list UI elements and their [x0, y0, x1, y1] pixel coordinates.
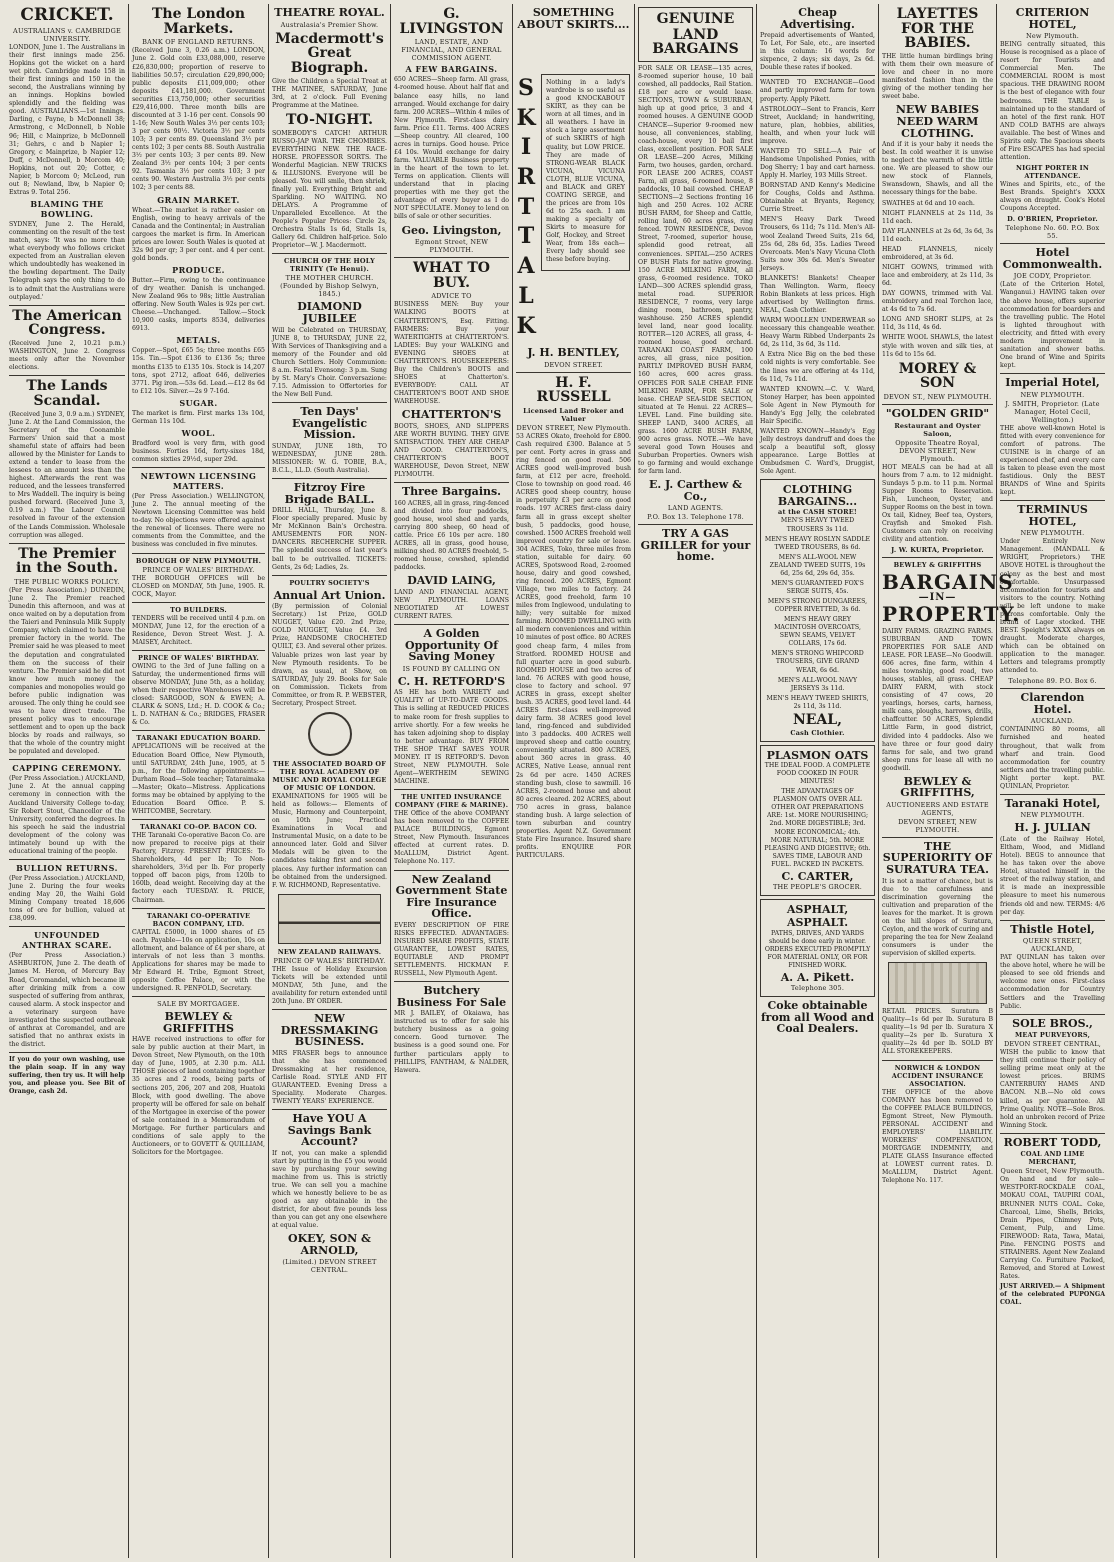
- scandal-article: (Received June 3, 0.9 a.m.) SYDNEY, June 2. At the Land Commission, the Secretary of the Coonamble Farmers' Union said that a most shameful state of affairs had been allowed by the Minister for Lands to extend a tender to lease from the lessees to an amount less than the highest. Afterwards the rent was reduced, and the lessees transferred to Mrs Waddell. The inquiry is being pushed forward. (Received June 3, 0.19 a.m.) The Labour Council resolved in favour of the extension of the Lands Commission. Wholesale corruption was alleged.: [9, 410, 125, 539]
- bullion-article: (Per Press Association.) AUCKLAND, June 2. During the four weeks ending May 20, the Waihi Gold Mining Company treated 18,606 tons of ore for bullion, valued at £38,099.: [9, 874, 125, 923]
- bullion-heading: BULLION RETURNS.: [16, 862, 118, 873]
- clothing-item: MEN'S ALL-WOOL NAVY JERSEYS 3s 11d.: [777, 676, 858, 692]
- carter-heading: C. CARTER,: [781, 869, 854, 883]
- theatre-title: Macdermott's Great Biograph.: [275, 30, 384, 76]
- music-board-crest-icon: [308, 712, 352, 756]
- column-hotels: [996, 4, 1108, 1558]
- grain-heading: GRAIN MARKET.: [157, 194, 240, 205]
- newtown-heading: NEWTOWN LICENSING MATTERS.: [140, 471, 257, 492]
- obrien-phone: Telephone No. 60. P.O. Box 55.: [1005, 224, 1100, 241]
- bewley-listings: DAIRY FARMS. GRAZING FARMS. SUBURBAN AND TOWN PROPERTIES FOR SALE AND LEASE. FOR LEASE—No Goodwill. 606 acres, fine farm, within 4 miles township, good road, two houses, stables, all grass. CHEAP DAIRY FARM, with stock consisting of 47 cows, 20 yearlings, horses, carts, harness, milk cans, ploughs, harrows, drills, chaffcutter. 50 ACRES, Splendid Little Farm, in good district, divided into 4 paddocks. Also we have three or four good dairy farms for sale, and two grand sheep runs for lease all with no goodwill.: [882, 627, 993, 772]
- arrived-notice: JUST ARRIVED.— A Shipment of the celebrated PUPONGA COAL.: [1000, 1283, 1105, 1307]
- livingston-subheading: LAND, ESTATE, AND FINANCIAL, AND GENERAL COMMISSION AGENT.: [401, 38, 502, 63]
- classified-mens-trousers: MEN'S Heavy Dark Tweed Trousers, 6s 11d; 7s 11d. Men's All-wool Zealand Tweed Suits, 21s 6d, 25s 6d, 28s 6d, 35s. Ladies Tweed Overcoats. Men's Navy Vicuna Cloth Suits now 30s 6d. Men's Sweater Jerseys.: [760, 216, 875, 272]
- plasmon-tagline: THE IDEAL FOOD. A COMPLETE FOOD COOKED IN FOUR MINUTES!: [764, 762, 871, 786]
- bewley-footer-address: DEVON STREET, NEW PLYMOUTH.: [898, 817, 977, 834]
- terminus-heading: TERMINUS HOTEL,: [1017, 503, 1088, 528]
- pow-notice: OWING to the 3rd of June falling on a Saturday, the undermentioned firms will observe MONDAY, June 5th, as a holiday, when their respective Warehouses will be closed: SARGOOD, SON & EWEN; A. CLARK & SONS, Ltd.; H. D. COOK & Co.; L. D. NATHAN & Co.; BRIDGES, FRASER & Co.: [132, 662, 265, 727]
- clothing-item: MEN'S HEAVY ROSLYN SADDLE TWEED TROUSERS, 8s 6d.: [764, 535, 871, 551]
- layettes-heading: LAYETTES FOR THE BABIES.: [896, 6, 979, 52]
- plasmon-box: [760, 745, 875, 897]
- carthew-heading: E. J. Carthew & Co.,: [648, 478, 743, 503]
- julian-notice: (Late of the Railway Hotel, Eltham, Wood, and Midland Hotel). BEGS to announce that he has taken over the above Hotel, situated himself in the street of the railway station, and it is made an inexpressible pleasure to meet his numerous friends old and new. TERMS: 4/6 per day.: [1000, 836, 1105, 916]
- what-to-buy-heading: WHAT TO BUY.: [413, 260, 490, 291]
- skirts-advert: [541, 74, 630, 271]
- commonwealth-heading: Hotel Commonwealth.: [1002, 246, 1103, 271]
- produce-article: Butter.—Firm, owing to the continuance of dry weather. Danish is unchanged. New Zealand 96s to 98s; little Australian offering. New South Wales is 92s per cwt. Cheese.—Unchanged. Tallow.—Stock 10,900 casks, imports 8534, deliveries 6913.: [132, 276, 265, 333]
- golden-grid-subheading: Restaurant and Oyster Saloon,: [894, 421, 981, 438]
- laing-heading: DAVID LAING,: [407, 574, 496, 588]
- premier-article: (Per Press Association.) DUNEDIN, June 2. The Premier reached Dunedin this afternoon, and was at once waited on by a deputation from the Taieri and Peninsula Milk Supply Company, which claimed to have the premier factory in the world. The Premier said he was pleased to meet the deputation and congratulated them on the success of their venture. The Premier said he did not know how much money the companies and monopolies would go before public indignation was aroused. The only thing he could see was to have direct trade. The present policy was to encourage settlement and to open up the back blocks by roads and railways, so that the whole of the country might be populated and developed.: [9, 587, 125, 756]
- warm-clothing-intro: And if it is your baby it needs the best. In cold weather it is unwise to neglect the warmth of the little one. We are pleased to show our new stock of Flannels, Swansdown, Shawls, and all the necessary things for the babe.: [882, 141, 993, 197]
- cheap-advertising-rates: Prepaid advertisements of Wanted, To Let, For Sale, etc., are inserted in this column: 16 words for sixpence, 2 days; six days, 2s 6d. Double these rates if booked.: [760, 32, 875, 72]
- fire-brigade-notice: DRILL HALL, Thursday, June 8. Floor specially prepared. Music by Mr McKinnon Bain's Orchestra. AMUSEMENTS FOR NON-DANCERS. RECHERCHE SUPPER. The splendid success of last year's ball to be outrivalled. TICKETS: Gents, 2s 6d; Ladies, 2s.: [272, 507, 387, 571]
- classified-wanted-sell: WANTED TO SELL—A Pair of Handsome Unpolished Ponies, with Dog Sherry; 1 bay and cart harness. Apply H. Marley, 193 Mills Street.: [760, 147, 875, 180]
- russell-block: [516, 344, 631, 862]
- layette-item: NIGHT GOWNS, trimmed with lace and embroidery, at 2s 11d, 3s 6d.: [882, 263, 993, 288]
- suratura-heading: THE SUPERIORITY OF SURATURA TEA.: [882, 839, 993, 876]
- railways-heading: NEW ZEALAND RAILWAYS.: [277, 947, 382, 956]
- norwich-notice: THE OFFICE of the above COMPANY has been removed to the COFFEE PALACE BUILDINGS, Egmont Street, New Plymouth. PERSONAL ACCIDENT and EMPLOYERS' LIABILITY. WORKERS' COMPENSATION, MORTGAGE INDEMNITY, and PLATE GLASS Insurance effected at LOWEST current rates. D. McALLUM, District Agent. Telephone No. 117.: [882, 1088, 993, 1185]
- imperial-subheading: NEW PLYMOUTH.: [1020, 390, 1085, 399]
- sole-bros-notice: WISH the public to know that they still continue their policy of selling prime meat only at the lowest prices. BRIMS CANTERBURY HAMS AND BACON. N.B.—No old cows killed, as per guarantee. All Prime Quality. NOTE—Sole Bros. hold an unbroken record of Prize Winning Stock.: [1000, 1049, 1105, 1129]
- pikett-heading: A. A. Pikett.: [780, 970, 855, 984]
- morey-address: DEVON ST., NEW PLYMOUTH.: [883, 393, 992, 402]
- skirts-heading: SOMETHING ABOUT SKIRTS....: [517, 6, 630, 31]
- premier-subheading: THE PUBLIC WORKS POLICY.: [14, 578, 120, 587]
- plasmon-advantages: THE ADVANTAGES OF PLASMON OATS OVER ALL OTHER OAT PREPARATIONS ARE: 1st. MORE NOURISHING; 2nd. MORE DIGESTIBLE; 3rd. MORE ECONOMICAL; 4th. MORE NATURAL; 5th. MORE PLEASING AND DIGESTIVE; 6th. SAVES TIME, LABOUR AND FUEL. PACKED IN PACKETS.: [764, 788, 871, 868]
- bargains-heading: A FEW BARGAINS.: [405, 64, 498, 75]
- terminus-phone: Telephone 89. P.O. Box 6.: [1008, 677, 1097, 686]
- livingston-signature: Geo. Livingston,: [401, 223, 502, 237]
- layette-item: NIGHT FLANNELS at 2s 11d, 3s 11d each.: [882, 209, 993, 225]
- todd-heading: ROBERT TODD,: [1003, 1135, 1102, 1149]
- plasmon-heading: PLASMON OATS: [766, 748, 869, 762]
- bentley-heading: J. H. BENTLEY,: [527, 346, 620, 359]
- clothing-item: MEN'S HEAVY TWEED SHIRTS, 2s 11d, 3s 11d.: [766, 694, 869, 710]
- warm-clothing-heading: NEW BABIES NEED WARM CLOTHING.: [895, 103, 980, 140]
- pikett-phone: Telephone 305.: [790, 984, 845, 993]
- classified-medicine: BORNSTAD AND Kenny's Medicine for Coughs, Colds and Asthma. Obtainable at Bryants, Regency, Currie Street.: [760, 182, 875, 214]
- golden-grid-address: Opposite Theatre Royal, DEVON STREET, New Plymouth.: [895, 438, 980, 463]
- bewley-griffiths-heading: BEWLEY & GRIFFITHS: [163, 1010, 234, 1035]
- cricket-heading: CRICKET.: [20, 5, 114, 25]
- metals-heading: METALS.: [176, 335, 221, 346]
- bacon-company-heading: TARANAKI CO-OPERATIVE BACON COMPANY, LTD.: [146, 911, 251, 928]
- bewley-footer-heading: BEWLEY & GRIFFITHS,: [900, 774, 975, 800]
- thistle-notice: PAT QUINLAN has taken over the above hotel, where he will be pleased to see old friends and welcome new ones. First-class accommodation for Country Settlers and the Travelling Public.: [1000, 954, 1105, 1010]
- clothing-item: MEN'S HEAVY TWEED TROUSERS 3s 11d.: [780, 517, 855, 533]
- clarendon-subheading: AUCKLAND.: [1030, 717, 1075, 726]
- wool-heading: WOOL.: [181, 427, 216, 438]
- poultry-title: Annual Art Union.: [273, 588, 386, 602]
- scandal-heading: The Lands Scandal.: [26, 378, 108, 409]
- diamond-jubilee-heading: DIAMOND JUBILEE: [297, 300, 362, 326]
- markets-subheading: BANK OF ENGLAND RETURNS.: [142, 38, 255, 47]
- carthew-subheading: LAND AGENTS.: [667, 504, 724, 513]
- what-to-buy-list: BUSINESS MEN: Buy your WALKING BOOTS at CHATTERTON'S, Esq. Fitting. FARMERS: Buy your WATERTIGHTS at CHATTERTON'S. LADIES: Buy your WALKING and EVENING SHOES at CHATTERTON'S. HOUSEKEEPERS: Buy the Children's BOOTS and SHOES at Chatterton's. EVERYBODY: CALL AT CHATTERTON'S BOOT AND SHOE WAREHOUSE.: [394, 301, 509, 406]
- laing-notice: LAND AND FINANCIAL AGENT, NEW PLYMOUTH. LOANS NEGOTIATED AT LOWEST CURRENT RATES.: [394, 588, 509, 621]
- classified-blankets: BLANKETS! Blankets! Cheaper Than Wellington. Warm, fleecy Robin Blankets at less prices. High advertised by Wellington firms. NEAL, Cash Clothier.: [760, 274, 875, 315]
- metals-article: Copper.—Spot, £65 5s; three months £65 15s. Tin.—Spot £136 to £136 5s; three months £135 to £135 10s. Stock is 14,207 tons, spot 2712, afloat 646, deliveries 3771. Pig iron.—53s 6d. Lead.—£12 8s 6d to £12 10s. Silver.—2s 9 7-16d.: [132, 347, 265, 395]
- column-cheap-advertising: [756, 4, 878, 1558]
- poultry-notice: (By permission of Colonial Secretary.) 1st Prize, GOLD NUGGET, Value £20. 2nd Prize, GOLD NUGGET, Value £4. 3rd Prize, HANDSOME CROCHETED QUILT, £3. And several other prizes. Valuable prizes won last year by New Plymouth residents. To be drawn, as usual, at Show, on SATURDAY, July 29. Books for Sale on Commission. Tickets from Committee, or from R. P. WEBSTER, Secretary, Prospect Street.: [272, 603, 387, 707]
- clothing-item: MEN'S STRONG DUNGAREES, COPPER RIVETTED, 3s 6d.: [767, 598, 868, 614]
- layettes-intro: THE little human birdlings bring with them their own measure of love and cheer in no more manifested fashion than in the giving of the mother tending her sweet babe.: [882, 53, 993, 101]
- builders-heading: TO BUILDERS.: [170, 605, 227, 614]
- newtown-article: (Per Press Association.) WELLINGTON, June 2. The annual meeting of the Newtown Licensing Committee was held to-day. No objections were offered against the renewal of licenses. There were no comments from the Committee, and the business was concluded in five minutes.: [132, 493, 265, 549]
- pow-heading: PRINCE OF WALES' BIRTHDAY.: [137, 653, 260, 662]
- cheap-advertising-heading: Cheap Advertising.: [780, 6, 855, 31]
- sole-bros-subheading: MEAT PURVEYORS,: [1014, 1031, 1091, 1040]
- tonight-heading: TO-NIGHT.: [286, 111, 373, 128]
- classified-wanted-exchange: WANTED TO EXCHANGE—Good and partly improved farm for town property. Apply Pikett.: [760, 79, 875, 103]
- russell-address: DEVON STREET, New Plymouth.: [516, 423, 631, 432]
- music-board-heading: THE ASSOCIATED BOARD OF THE ROYAL ACADEMY OF MUSIC AND ROYAL COLLEGE OF MUSIC OF LONDON.: [272, 759, 387, 792]
- classified-astrology: ASTROLOGY—Sent to Francis, Kerr Street, Auckland; in handwriting, nature, plan, hobbies, abilities, health, and when your luck will improve.: [760, 105, 875, 145]
- clothing-bargains-box: [760, 479, 875, 741]
- okey-heading: OKEY, SON & ARNOLD,: [288, 1232, 371, 1257]
- clothing-subheading: at the CASH STORE!: [778, 508, 857, 517]
- what-to-buy-subheading: ADVICE TO: [431, 292, 472, 301]
- state-fire-notice: EVERY DESCRIPTION OF FIRE RISKS EFFECTED. ADVANTAGES: INSURED SHARE PROFITS, STATE GUARANTEE, LOWEST RATES, EQUITABLE AND PROMPT SETTLEMENTS. HICKMAN F. RUSSELL, New Plymouth Agent.: [394, 921, 509, 978]
- imperial-proprietor: J. SMITH, Proprietor. (Late Manager, Hotel Cecil, Wellington.): [1005, 399, 1100, 424]
- church-heading: CHURCH OF THE HOLY TRINITY (Te Henui).: [284, 257, 375, 274]
- thistle-subheading: QUEEN STREET, AUCKLAND,: [1022, 937, 1083, 954]
- united-insurance-notice: THE Office of the above COMPANY has been removed to the COFFEE PALACE BUILDINGS, Egmont Street, New Plymouth. Insurances effected at current rates. D. McALLUM, District Agent. Telephone No. 117.: [394, 810, 509, 866]
- chatterton-notice: BOOTS, SHOES, AND SLIPPERS ARE WORTH BUYING. THEY GIVE SATISFACTION. THEY ARE CHEAP AND GOOD. CHATTERTON'S, CHATTERTON'S BOOT WAREHOUSE, Devon Street, NEW PLYMOUTH.: [394, 422, 509, 479]
- column-entertainment: [268, 4, 390, 1558]
- capping-article: (Per Press Association.) AUCKLAND, June 2. At the annual capping ceremony in connection with the Auckland University College to-day, Sir Robert Stout, Chancellor of the University, conferred the degrees. In his speech he said the industrial development of the colony was intimately bound up with the educational training of the people.: [9, 775, 125, 855]
- dressmaking-notice: MRS FRASER begs to announce that she has commenced Dressmaking at her residence, Carlisle Road. STYLE AND FIT GUARANTEED. Evening Dress a Speciality. Moderate Charges. TWENTY YEARS' EXPERIENCE.: [272, 1049, 387, 1106]
- three-bargains-list: 160 ACRES, all in grass, ring-fenced and divided into four paddocks, good house, wool shed and yards, carrying 800 sheep, 60 head of cattle. Price £6 10s per acre. 180 ACRES, all in grass, good house, milking shed. 80 ACRES freehold, 5-roomed house, cowshed, splendid paddocks.: [394, 499, 509, 572]
- genuine-heading: GENUINE: [656, 11, 735, 27]
- land-bargains-listings: FOR SALE OR LEASE—135 acres, 8-roomed superior house, 10 bail cowshed, all paddocks, Rail Station. £18 per acre or would lease. SECTIONS, TOWN & SUBURBAN, high up at good price, 3 and 4 roomed houses. A GENUINE GOOD CHANCE—Superior 9-roomed new house, all conveniences, stabling, coach-house, every 10 bail first class, excellent position. FOR SALE OR LEASE—200 Acres, Milking Farm, two houses, garden, orchard. FOR LEASE 200 ACRES, COAST Farm, all grass, 6-roomed house, 8 paddocks, 10 bail cowshed. CHEAP SECTIONS—2 Sections fronting 16 high and 250 Acres. 102 ACRE BUSH FARM, for Sheep and Cattle, rolling land, 60 acres grass, ring fenced. TOWN RESIDENCE, Devon Street, 7-roomed, superior house, splendid good retreat, all conveniences. SPITAL—250 ACRES OF BUSH Flats for native growing. 150 ACRE MILKING FARM, all grass, 6-roomed residence. TOKO LAND—300 ACRES splendid grass, metal road. SUPERIOR RESIDENCE, 7 rooms, very large dining room, bathroom, pantry, washhouse. 250 ACRES splendid level land, near good locality. ROTTER—120 ACRES, all grass, 4-roomed house, good orchard. TARANAKI COAST FARM, 100 acres, all grass, nice position. PARTLY IMPROVED BUSH FARM, 160 acres, 600 acres grass. OFFICES FOR SALE CHEAP. FINE MILKING FARM, FOR SALE or lease. CHEAP SEA-SIDE SECTION, situated at Te Henui. 22 ACRES—LEVEL Land. Fine building site. SHEEP LAND, 3400 ACRES, all grass. 1600 ACRE BUSH FARM, 900 acres grass. NOTE.—We have several good Town Houses and Suburban Properties. Owners wish to go farming and would exchange for farm land.: [638, 65, 753, 476]
- taranaki-hotel-heading: Taranaki Hotel,: [1004, 796, 1101, 810]
- produce-heading: PRODUCE.: [172, 264, 225, 275]
- soap-notice: If you do your own washing, use the plain soap. If in any way suffering, then try us. It will help you, and please you. See Bit of Orange, cash 2d.: [9, 1056, 125, 1096]
- golden-opportunity-heading: A Golden Opportunity Of Saving Money: [405, 627, 498, 664]
- thistle-heading: Thistle Hotel,: [1010, 922, 1095, 936]
- sugar-heading: SUGAR.: [179, 397, 218, 408]
- asphalt-box: [760, 899, 875, 997]
- theatre-subheading: Australasia's Premier Show.: [280, 20, 379, 29]
- wool-article: Bradford wool is very firm, with good business. Forties 16d, forty-sixes 18d, common sixties 29½d, super 29d.: [132, 439, 265, 463]
- sugar-article: The market is firm. First marks 13s 10d, German 11s 10d.: [132, 409, 265, 425]
- savings-heading: Have YOU A Savings Bank Account?: [287, 1112, 372, 1149]
- congress-heading: The American Congress.: [12, 307, 122, 339]
- clarendon-heading: Clarendon Hotel.: [1020, 691, 1085, 716]
- united-insurance-heading: THE UNITED INSURANCE COMPANY (FIRE & MARINE).: [394, 793, 509, 810]
- asphalt-notice: PATHS, DRIVES, AND YARDS should be done early in winter. ORDERS EXECUTED PROMPTLY FOR MATERIAL ONLY, OR FOR FINISHED WORK.: [764, 929, 871, 969]
- bacon-company-notice: CAPITAL £5000, in 1000 shares of £5 each. Payable—10s on application, 10s on allotment, and balance of £4 per share, at intervals of not less than 3 months. Applications for shares may be made to Mr Edward H. Tribe, Egmont Street, opposite Coffee Palace, or with the undersigned. R. PENFOLD, Secretary.: [132, 928, 265, 992]
- classified-egg-jelly: WANTED KNOWN—Handy's Egg Jelly destroys dandruff and does the scalp a beautiful soft, glossy appearance. Large Bottles at Ombudsmen C. Ward's, Druggist, Sole Agent.: [760, 427, 875, 476]
- bewley-footer-subheading: AUCTIONEERS AND ESTATE AGENTS,: [886, 800, 989, 817]
- norwich-heading: NORWICH & LONDON ACCIDENT INSURANCE ASSOCIATION.: [891, 1063, 984, 1088]
- column-livingston: [390, 4, 512, 1558]
- night-porter-notice: NIGHT PORTER IN ATTENDANCE.: [1015, 164, 1090, 181]
- premier-heading: The Premier in the South.: [16, 545, 118, 577]
- layette-item: WHITE WOOL SHAWLS, the latest style with woven and silk ties, at 11s 6d to 15s 6d.: [882, 334, 993, 358]
- clothing-heading: CLOTHING BARGAINS...: [777, 483, 858, 508]
- clothing-item: MEN'S HEAVY GREY MACINTOSH OVERCOATS, SEWN SEAMS, VELVET COLLARS, 17s 6d.: [774, 616, 861, 648]
- golden-opportunity-subheading: IS FOUND BY CALLING ON: [402, 664, 501, 673]
- capping-heading: CAPPING CEREMONY.: [12, 763, 122, 774]
- bewley-heading: BEWLEY & GRIFFITHS: [893, 561, 982, 570]
- borough-notice: THE BOROUGH OFFICES will be CLOSED on MONDAY, 5th June, 1905. R. COCK, Mayor.: [132, 574, 265, 598]
- gas-griller-heading: TRY A GAS GRILLER for your home.: [640, 527, 751, 564]
- livingston-address: Egmont Street, NEW PLYMOUTH.: [414, 238, 489, 255]
- okey-address: (Limited.) DEVON STREET CENTRAL.: [282, 1258, 377, 1275]
- russell-heading: H. F. RUSSELL: [536, 374, 611, 406]
- butchery-notice: MR J. BAILEY, of Okaiawa, has instructed us to offer for sale his butchery business as a going concern. Good turnover. The business is a good sound one. For further particulars apply to PHILLIPS, FANTHAM, & NALDER, Hawera.: [394, 1010, 509, 1074]
- theatre-notice: Give the Children a Special Treat at THE MATINEE, SATURDAY, June 3rd, at 2 o'clock. Full Evening Programme at the Matinee.: [272, 77, 387, 109]
- clothing-item: MEN'S STRONG WHIPCORD TROUSERS, GIVE GRAND WEAR, 6s 6d.: [771, 650, 864, 674]
- mortgagee-notice: HAVE received instructions to offer for sale by public auction at their Mart, in Devon Street, New Plymouth, on the 10th day of June, 1905, at 2.30 p.m. ALL THOSE pieces of land containing together 35 acres and 2 roods, being parts of sections 205, 206, 207 and 208, Huatoki Block, with good dwelling. The above property will be offered for sale on behalf of the Mortgagee in exercise of the power of sale contained in a Memorandum of Mortgage. For further particulars and conditions of sale apply to the Auctioneers, or to GOVETT & QUILLIAM, Solicitors for the Mortgagee.: [132, 1036, 265, 1157]
- taranaki-hotel-subheading: NEW PLYMOUTH.: [1020, 811, 1085, 820]
- cricket-subheading: AUSTRALIANS v. CAMBRIDGE UNIVERSITY.: [13, 26, 121, 43]
- theatre-heading: THEATRE ROYAL.: [274, 6, 385, 19]
- tonight-programme: SOMEBODY'S CATCH! ARTHUR RUSSO-JAP WAR. THE CHOMBIES. EVERYTHING NEW. THE RACE-HORSE. PROFESSOR SORTS. The Wonderful Magician. NEW TRICKS & ILLUSIONS. Everyone will be pleased. You will smile, then shriek, finally yell. Everything Bright and Sparkling. NO WAITING. NO DELAYS. A Programme of Unparalleled Excellence. At the People's Popular Prices: Circle 2s, Orchestra Stalls 1s 6d, Stalls 1s, Gallery 6d. Children half-price. Solo Proprietor—W. J. Macdermott.: [272, 129, 387, 250]
- asphalt-heading-repeat: ASPHALT.: [786, 915, 849, 929]
- layette-item: HEAD FLANNELS, nicely embroidered, at 3s 6d.: [882, 245, 993, 261]
- education-heading: TARANAKI EDUCATION BOARD.: [136, 734, 261, 743]
- imperial-notice: THE above well-known Hotel is fitted with every convenience for comfort of patrons. The CUISINE is in charge of an experienced chef, and every care is taken to please even the most fastidious. Only the BEST BRANDS of Wine and Spirits kept.: [1000, 424, 1105, 497]
- obrien-heading: D. O'BRIEN, Proprietor.: [1007, 215, 1098, 224]
- bargains-in-property-heading: BARGAINS —IN— PROPERTY.: [882, 570, 1021, 626]
- sole-bros-address: DEVON STREET CENTRAL,: [1003, 1040, 1102, 1049]
- layette-item: DAY GOWNS, trimmed with Val. embroidery and real Torchon lace, at 4s 6d to 7s 6d.: [882, 290, 993, 314]
- criterion-wines: Wines and Spirits, etc., of the Best Brands. Speight's XXXX always on draught. Cook's Hotel Coupons Accepted.: [1000, 181, 1105, 213]
- golden-grid-heading: "GOLDEN GRID": [885, 407, 990, 421]
- criterion-notice: BEING centrally situated, this House is recognised as a place of resort for Tourists and Commercial Men. The COMMERCIAL ROOM is most spacious. THE DRAWING ROOM is the best of elegance with four bedrooms. THE TABLE is maintained up to the standard of an hotel of the first rank. HOT AND COLD BATHS are always available. The best of Wines and Spirits only. The Spacious sheets of Fire ESCAPES has had special attention.: [1000, 41, 1105, 161]
- land-bargains-heading: LAND BARGAINS: [652, 26, 739, 58]
- russell-listings: 53 ACRES Okato, freehold for £800. Cash required £300. Balance at 5 per cent. Forty acres in grass and ring fenced on good road. 506 ACRES good well-improved bush farm, at £12 per acre, freehold. Close to township on good road. 46 ACRES good sheep country, house in perpetuity £3 per acre on good roads. 197 ACRES first-class dairy farm all in grass except shelter bush, 5 paddocks, good house, cowshed. 1500 ACRES freehold well improved country for sale or lease. 304 ACRES, Toko, three miles from station, suitable for dairy. 60 ACRES, Spotswood Road, 2-roomed house, dairy and good cowshed, ring fenced. 200 ACRES, Egmont Village, two miles to factory. 24 ACRES, good freehold, farm 10 miles from Inglewood, undulating to hilly; very suitable for mixed farming. ROOMED DWELLING with all modern conveniences and within 10 minutes of post office. 80 ACRES good cheap farm, 4 miles from Stratford. ROOMED HOUSE and full quarter acre in good suburb. ROOMED HOUSE and two acres of land. 76 ACRES with good house, close to factory and school. 97 ACRES in grass, except shelter bush. 35 ACRES, good level land. 44 ACRES first-class well-improved dairy farm. 38 ACRES good level land, ring-fenced and subdivided into 3 paddocks. 400 ACRES well improved sheep and cattle country, conveniently situated. 800 ACRES, about 360 acres in grass. 40 ACRES, Native Lease, annual rent 2s 6d per acre. 1450 ACRES standing bush, close to sawmill. 16 ACRES, 2-roomed house and about 80 acres cleared. 202 ACRES, about 750 acres in grass, balance standing bush. A large selection of town suburban and country properties. Agent N.Z. Government State Fire Insurance. Insured share profits. ENQUIRE FOR PARTICULARS.: [516, 432, 631, 860]
- suratura-notice: It is not a matter of chance, but is due to the carefulness and discrimination governing the cultivation and preparation of the leaves for the market. It is grown on the hill slopes of Suratura, Ceylon, and the work of curing and preparing the tea for New Zealand consumers is under the supervision of skilled experts.: [882, 877, 993, 958]
- sole-bros-heading: SOLE BROS.,: [1012, 1016, 1093, 1030]
- builders-notice: TENDERS will be received until 4 p.m. on MONDAY, June 12, for the erection of a Residence, Devon Street West. J. A. MAISEY, Architect.: [132, 614, 265, 646]
- railways-subheading: PRINCE OF WALES' BIRTHDAY.: [273, 956, 386, 965]
- golden-grid-notice: HOT MEALS can be had at all hours from 7 a.m. to 12 midnight. Sundays 5 p.m. to 11 p.m. Normal Supper Rooms to Reservation. Fish, Luncheon, Oyster, and Supper Rooms on the best in town. Ox tail, Kidney, Beef tea, Oysters, Crayfish and Smoked Fish. Customers can rely on receiving civility and attention.: [882, 463, 993, 544]
- three-bargains-heading: Three Bargains.: [401, 485, 502, 499]
- bargains-list: 650 ACRES—Sheep farm. All grass, 4-roomed house. About half flat and balance easy hills, no land arranged. Would exchange for dairy farm. 200 ACRES—Within 4 miles of New Plymouth. First-class dairy farm. Price £11. Terms. 400 ACRES—Sheep country. All cleared, 100 acres in turnips. Good house. Price £4 10s. Would exchange for dairy farm. VALUABLE Business property in the heart of the town to let. Terms on application. Clients will understand that in placing properties with me they get the advantage of every buyer as I do NOT SPECULATE. Money to lend on bills of sale or other securities.: [394, 76, 509, 221]
- commonwealth-notice: (Late of the Criterion Hotel, Wanganui.) HAVING taken over the above house, offers superior accommodation for boarders and the travelling public. The Hotel is lighted throughout with electricity, and fitted with every modern improvement in sanitation and shower baths. One brand of Wine and Spirits kept.: [1000, 281, 1105, 369]
- clothing-item: MEN'S GUARANTEED FOX'S SERGE SUITS, 45s.: [771, 579, 864, 595]
- borough-subheading: PRINCE OF WALES' BIRTHDAY.: [142, 565, 255, 574]
- russell-subheading: Licensed Land Broker and Valuer: [523, 406, 624, 423]
- grain-article: Wheat.—The market is rather easier on English, owing to heavy arrivals of the Canada and the Continental; in Australian cargoes the market is firm. In American prices are lower. South Wales is quoted at 32s 9d per qr; 3 per cent. and 4 per cent. gold bonds.: [132, 206, 265, 262]
- criterion-subheading: New Plymouth.: [1025, 32, 1080, 41]
- carter-subheading: THE PEOPLE'S GROCER.: [772, 883, 863, 892]
- dressmaking-heading: NEW DRESSMAKING BUSINESS.: [280, 1012, 379, 1049]
- morey-heading: MOREY & SON: [898, 360, 977, 392]
- criterion-heading: CRITERION HOTEL,: [1015, 6, 1090, 31]
- carthew-contact: P.O. Box 13. Telephone 178.: [647, 513, 744, 522]
- neal-subheading: Cash Clothier.: [790, 728, 845, 737]
- congress-article: (Received June 2, 10.21 p.m.) WASHINGTON, June 2. Congress meets only after the November elections.: [9, 340, 125, 372]
- bacon-heading: TARANAKI CO-OP. BACON CO.: [140, 823, 257, 831]
- markets-article: (Received June 3, 0.26 a.m.) LONDON, June 2. Gold coin £33,088,000, reserve £26,830,000; proportion of reserve to liabilities 50.57; circulation £29,890,000; public deposits £11,009,000; other deposits £41,181,000. Government securities £13,750,000; other securities £29,416,000. Three month bills are discounted at 3 1-16 per cent. Consols 90 1-16; New South Wales 3½ per cents 103; 3 per cents 90½. Victoria 3½ per cents 103; 3 per cents 89. Queensland 3½ per cents 102; 3 per cents 88. South Australia 3½ per cents 103; 3 per cents 89. New Zealand 3½ per cents 104; 3 per cents 92. Tasmania 3½ per cents 103; 3 per cents 90. Western Australia 3½ per cents 102; 3 per cents 88.: [132, 47, 265, 192]
- state-fire-heading: New Zealand Government State Fire Insurance Office.: [395, 872, 508, 921]
- coke-heading: Coke obtainable from all Wood and Coal Dealers.: [760, 999, 875, 1036]
- todd-address: Queen Street, New Plymouth.: [1000, 1167, 1105, 1176]
- neal-heading: NEAL,: [792, 711, 843, 728]
- column-markets: [128, 4, 268, 1558]
- chatterton-heading: CHATTERTON'S: [401, 408, 502, 422]
- music-board-notice: EXAMINATIONS for 1905 will be held as follows:— Elements of Music, Harmony and Counterpoint, on 10th June; Practical Examinations in Vocal and Instrumental Music, on a date to be announced later. Gold and Silver Medals will be given to the candidates taking first and second places. Any further information can be obtained from the undersigned. F. W. RICHMOND, Representative.: [272, 792, 387, 889]
- skirts-notice: Nothing in a lady's wardrobe is so useful as a good KNOCKABOUT SKIRT, as they can be worn at all times, and in all weathers. I have in stock a large assortment of such SKIRTS of high quality, but LOW PRICE. They are made of STRONG-WEAR BLACK VICUNA, VICUNA CLOTH, BLUE VICUNA, and BLACK and GREY COATING SERGE, and the prices are from 10s 6d to 25s each. I am making a specialty of Skirts to measure for Golf, Hockey, and Street Wear, from 18s each—Every lady should see these before buying.: [546, 79, 625, 264]
- bowling-article: SYDNEY, June 2. The Herald, commenting on the result of the test match, says: 'It was no more than what everybody who follows cricket expected from an Australian eleven which undoubtedly has weakened in the bowling department. The Daily Telegraph says the only thing to do is to admit that the Australians were outplayed.': [9, 221, 125, 301]
- bowling-heading: BLAMING THE BOWLING.: [30, 199, 104, 220]
- column-skirts-russell: [512, 4, 634, 1558]
- church-subheading: THE MOTHER CHURCH. (Founded by Bishop Selwyn, 1845.): [280, 274, 379, 299]
- evangelistic-heading: Ten Days' Evangelistic Mission.: [291, 405, 368, 442]
- mortgagee-heading: SALE BY MORTGAGEE.: [157, 1000, 240, 1009]
- bacon-notice: THE Taranaki Co-operative Bacon Co. are now prepared to receive pigs at their Factory, Fitzroy. PRESENT PRICES: To Shareholders, 4d per lb; To Non-shareholders, 3½d per lb. For properly topped off bacon pigs, from 120lb to 160lb, dead weight. Receiving day at the factory each TUESDAY. R. PRICE, Chairman.: [132, 832, 265, 904]
- bentley-address: DEVON STREET.: [544, 360, 603, 369]
- classified-bedding: A Extra Nice Big on the bed these cold nights is very comfortable. See the lines we are offering at 4s 11d, 6s 11d, 7s 11d.: [760, 351, 875, 383]
- clothing-item: MEN'S ALL-WOOL NEW ZEALAND TWEED SUITS, 19s 6d, 25s 6d, 29s 6d, 35s.: [769, 553, 866, 577]
- education-notice: APPLICATIONS will be received at the Education Board Office, New Plymouth, until SATURDAY, 24th June, 1905, at 5 p.m., for the following appointments:— Durham Road—Sole teacher; Tataraimaka—Master; Okato—Mistress. Applications forms may be obtained by applying to the Education Board Office. P. S. WHITCOMBE, Secretary.: [132, 743, 265, 815]
- skirt-talk-vertical: S K I R T T A L K: [516, 75, 536, 339]
- genuine-land-bargains-box: [638, 7, 753, 62]
- butchery-heading: Butchery Business For Sale: [396, 984, 507, 1009]
- suratura-prices: RETAIL PRICES. Suratura B Quality—1s 6d per lb. Suratura B quality—1s 9d per lb. Suratura X quality—2s per lb. Suratura X quality—2s 4d per lb. SOLD BY ALL STOREKEEPERS.: [882, 1008, 993, 1056]
- column-news-cricket: [6, 4, 128, 1558]
- layette-item: SWATHES at 6d and 10 each.: [882, 199, 975, 207]
- commonwealth-subheading: JOE CODY, Proprietor.: [1013, 272, 1092, 281]
- fire-brigade-heading: Fitzroy Fire Brigade BALL.: [284, 481, 375, 506]
- evangelistic-notice: SUNDAY, JUNE 18th, TO WEDNESDAY, JUNE 28th. MISSIONER: W. G. TOBIE, B.A., B.C.L., LL.D. (South Australia).: [272, 442, 387, 474]
- kurta-heading: J. W. KURTA, Proprietor.: [891, 546, 984, 555]
- anthrax-heading: UNFOUNDED ANTHRAX SCARE.: [22, 930, 112, 951]
- todd-subheading: COAL AND LIME MERCHANT,: [1020, 1150, 1085, 1167]
- clarendon-notice: CONTAINING 80 rooms, all furnished and heated throughout, that walk from wharf and train. Good accommodation for country settlers and the travelling public. Night porter kept. PAT. QUINLAN, Proprietor.: [1000, 726, 1105, 790]
- newspaper-page: [6, 4, 1108, 1558]
- layette-item: LONG AND SHORT SLIPS, at 2s 11d, 3s 11d, 4s 6d.: [882, 316, 993, 332]
- livingston-heading: G. LIVINGSTON: [399, 6, 504, 37]
- tea-plantation-illustration: [888, 962, 987, 1004]
- diamond-jubilee-notice: Will be Celebrated on THURSDAY, JUNE 8, to THURSDAY, JUNE 22, With Services of Thanksgiving and a memory of the Founder and old Church Settlers. Holy Communion: 8 a.m. Festal Evensong: 3 p.m. Sung by St. Mary's Choir. Conversazione: 7.15. Admission to Offertories for the New Bell Fund.: [272, 326, 387, 399]
- column-layettes: [878, 4, 1021, 1558]
- retford-notice: AS HE has both VARIETY and QUALITY of UP-TO-DATE GOODS. This is selling at REDUCED PRICES to make room for fresh supplies to arrive shortly. For a few weeks he has taken adjoining shop to display to better advantage. BUY FROM THE SHOP THAT SAVES YOUR MONEY. IT IS RETFORD'S. Devon Street, NEW PLYMOUTH. Sole Agent—WERTHEIM SEWING MACHINE.: [394, 689, 509, 785]
- cricket-article: LONDON, June 1. The Australians in their first innings made 256. Hopkins got the wicket on a hard wet pitch. Cambridge made 158 in their first innings and 150 in the second, the Australians winning by an innings. Hopkins bowled splendidly and the fielding was good. AUSTRALIANS.—1st Innings. Darling, c Payne, b McDonnell 38; Armstrong, c McDonnell, b Noble 96; Hill, c Mainprize, b McDonnell 31; Gehrs, c and b Napier 1; Gregory, c Mainprize, b Napier 12; Duff, c McDonnell, b Morcom 40; Hopkins, not out 20; Cotter, c Napier, b Morcom 0; McLeod, run out 8; Newland, lbw, b Napier 0; Extras 9. Total 256.: [9, 43, 125, 196]
- anthrax-article: (Per Press Association.) ASHBURTON, June 2. The death of James M. Heron, of Mercury Bay Road, Coromandel, which became ill after drinking milk from a cow suspected of suffering from anthrax, caused alarm. A stock inspector and a veterinary surgeon have investigated the suspected outbreak of anthrax at Coromandel, and are satisfied that no anthrax exists in the district.: [9, 952, 125, 1049]
- todd-notice: On hand and for sale— WESTPORT-ROCKDALE COAL, MOKAU COAL, TAUPIRI COAL, BRUNNER NUTS COAL. Coke, Charcoal, Lime, Shells, Bricks, Drain Pipes, Chimney Pots, Cement, Pulp, and Lime. FIREWOOD: Rata, Tawa, Matai, Pine. FENCING POSTS and STRAINERS. Agent New Zealand Carrying Co. Furniture Packed, Removed, and Stored at Lowest Rates.: [1000, 1176, 1105, 1281]
- railways-notice: THE Issue of Holiday Excursion Tickets will be extended until MONDAY, 5th June, and the availability for return extended until 20th June. BY ORDER.: [272, 965, 387, 1005]
- terminus-notice: Under Entirely New Management. (MANDALL & WRIGHT, Proprietors.) THE ABOVE HOTEL is throughout the colony as the best and most comfortable. Unsurpassed accommodation for tourists and visitors to the country. Nothing will be left undone to make patrons comfortable. Only the brand of Lager stocked. THE BEST. Speight's XXXX always on draught. Moderate charges, which can be obtained on application to the manager. Letters and telegrams promptly attended to.: [1000, 538, 1105, 675]
- imperial-heading: Imperial Hotel,: [1005, 376, 1100, 390]
- classified-underwear: WARM WOOLLEN UNDERWEAR so necessary this changeable weather. Heavy Warm Ribbed Underpants 2s 6d, 2s 11d, 3s 6d, 3s 11d.: [760, 317, 875, 349]
- column-land-bargains: [634, 4, 756, 1558]
- locomotive-illustration: [278, 894, 381, 944]
- layette-item: DAY FLANNELS at 2s 6d, 3s 6d, 3s 11d each.: [882, 227, 993, 243]
- borough-heading: BOROUGH OF NEW PLYMOUTH.: [135, 556, 262, 565]
- markets-heading: The London Markets.: [151, 6, 246, 37]
- terminus-subheading: NEW PLYMOUTH.: [1020, 529, 1085, 538]
- savings-notice: If not, you can make a splendid start by putting in the £5 you would save by purchasing your sewing machine from us. This is strictly true. We can sell you a machine which we honestly believe to be as good as any obtainable in the district, for about five pounds less than you can get any one elsewhere at equal value.: [272, 1149, 387, 1230]
- julian-heading: H. J. JULIAN: [1014, 821, 1091, 835]
- poultry-heading: POULTRY SOCIETY'S: [289, 578, 370, 587]
- classified-wanted-known: WANTED KNOWN.—C. V. Ward, Stoney Harper, has been appointed Sole Agent in New Plymouth for Handy's Egg Jelly, the celebrated Hair Specific.: [760, 385, 875, 425]
- asphalt-heading: ASPHALT,: [786, 903, 849, 917]
- retford-heading: C. H. RETFORD'S: [397, 674, 506, 688]
